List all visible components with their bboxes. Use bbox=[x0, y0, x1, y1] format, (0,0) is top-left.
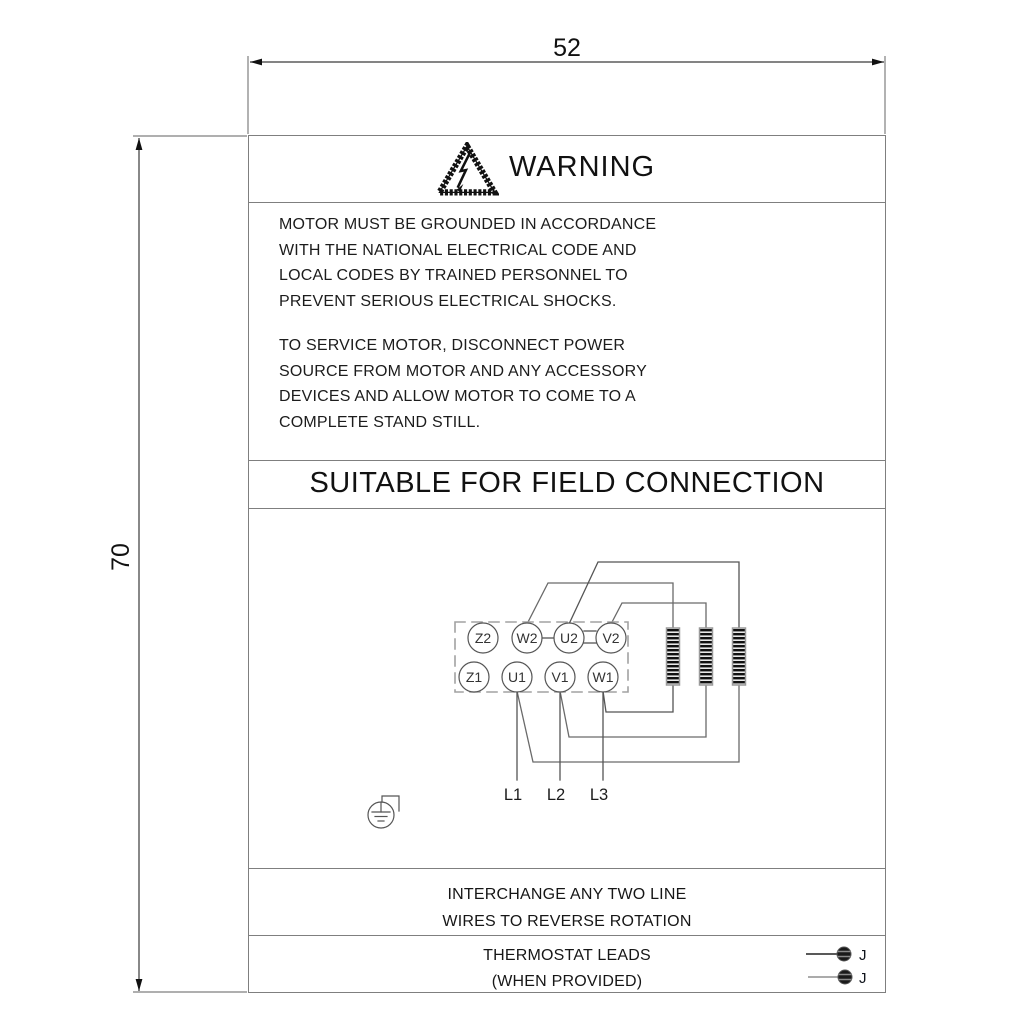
high-voltage-warning-triangle-icon bbox=[435, 142, 499, 196]
terminal-u2: U2 bbox=[560, 630, 578, 646]
rotation-note bbox=[249, 881, 915, 935]
arrow-left-icon bbox=[250, 59, 262, 66]
terminal-u1: U1 bbox=[508, 669, 526, 685]
wiring-diagram-section bbox=[249, 509, 885, 869]
line-label-l3: L3 bbox=[589, 786, 609, 804]
thermostat-note-line1: THERMOSTAT LEADS bbox=[483, 947, 651, 964]
warning-p1-line1: MOTOR MUST BE GROUNDED IN ACCORDANCE bbox=[279, 216, 657, 233]
warning-p1-line3: LOCAL CODES BY TRAINED PERSONNEL TO bbox=[279, 267, 628, 284]
width-dimension bbox=[248, 34, 885, 134]
rotation-note-section bbox=[249, 869, 885, 936]
terminal-z2: Z2 bbox=[474, 630, 492, 646]
warning-p1-line2: WITH THE NATIONAL ELECTRICAL CODE AND bbox=[279, 241, 637, 259]
warning-paragraphs bbox=[279, 212, 656, 435]
terminal-w1: W1 bbox=[592, 669, 614, 685]
terminal-v2: V2 bbox=[602, 630, 620, 646]
warning-label-outline bbox=[248, 135, 886, 993]
warning-p2-line2: SOURCE FROM MOTOR AND ANY ACCESSORY bbox=[279, 362, 647, 380]
field-connection-section bbox=[249, 461, 885, 509]
height-dimension bbox=[107, 136, 247, 992]
warning-p2-line1: TO SERVICE MOTOR, DISCONNECT POWER bbox=[279, 337, 626, 354]
arrow-down-icon bbox=[136, 979, 143, 991]
terminal-v1: V1 bbox=[551, 669, 569, 685]
thermostat-section bbox=[249, 936, 885, 993]
lead-label-j2: J bbox=[859, 970, 867, 987]
field-connection-title: SUITABLE FOR FIELD CONNECTION bbox=[309, 467, 825, 499]
terminal-z1: Z1 bbox=[465, 669, 483, 685]
line-label-l1: L1 bbox=[503, 786, 523, 804]
warning-header-section bbox=[249, 136, 885, 203]
thermostat-note bbox=[249, 943, 945, 995]
width-dimension-value: 52 bbox=[553, 34, 581, 62]
rotation-note-line1: INTERCHANGE ANY TWO LINE bbox=[447, 886, 687, 903]
warning-text-section bbox=[249, 203, 885, 461]
arrow-right-icon bbox=[872, 59, 884, 66]
warning-p2-line4: COMPLETE STAND STILL. bbox=[279, 413, 481, 431]
lead-label-j1: J bbox=[859, 947, 867, 964]
warning-p2-line3: DEVICES AND ALLOW MOTOR TO COME TO A bbox=[279, 388, 636, 405]
warning-title: WARNING bbox=[509, 151, 656, 183]
arrow-up-icon bbox=[136, 138, 143, 150]
line-label-l2: L2 bbox=[546, 786, 566, 804]
rotation-note-line2: WIRES TO REVERSE ROTATION bbox=[442, 913, 692, 930]
height-dimension-value: 70 bbox=[107, 543, 135, 571]
warning-p1-line4: PREVENT SERIOUS ELECTRICAL SHOCKS. bbox=[279, 292, 617, 310]
thermostat-note-line2: (WHEN PROVIDED) bbox=[491, 973, 643, 990]
terminal-w2: W2 bbox=[516, 630, 538, 646]
